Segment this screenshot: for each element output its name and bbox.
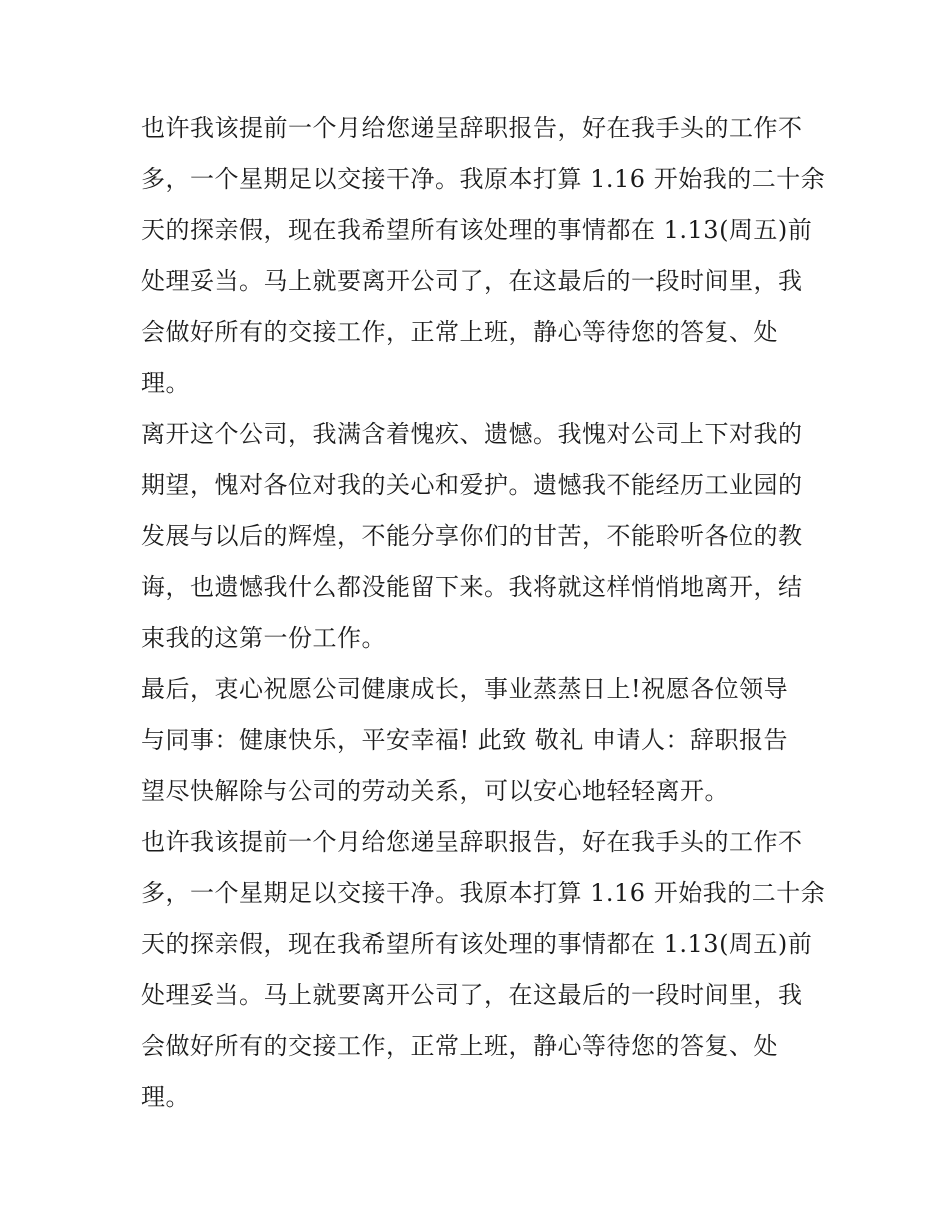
text-line: 也许我该提前一个月给您递呈辞职报告，好在我手头的工作不 (141, 828, 803, 856)
document-body (141, 103, 826, 1123)
text-line: 离开这个公司，我满含着愧疚、遗憾。我愧对公司上下对我的 (141, 420, 803, 448)
text-line: 望尽快解除与公司的劳动关系，可以安心地轻轻离开。 (141, 777, 729, 805)
text-line: 多，一个星期足以交接干净。我原本打算 1.16 开始我的二十余 (141, 165, 826, 193)
text-line: 期望，愧对各位对我的关心和爱护。遗憾我不能经历工业园的 (141, 471, 803, 499)
paragraph-2 (141, 409, 821, 664)
text-line: 束我的这第一份工作。 (141, 624, 386, 652)
text-line: 理。 (141, 1083, 190, 1111)
text-line: 多，一个星期足以交接干净。我原本打算 1.16 开始我的二十余 (141, 879, 826, 907)
paragraph-1 (141, 103, 826, 409)
text-line: 发展与以后的辉煌，不能分享你们的甘苦，不能聆听各位的教 (141, 522, 803, 550)
text-line: 与同事：健康快乐，平安幸福! 此致 敬礼 申请人：辞职报告 (141, 726, 789, 754)
paragraph-4 (141, 817, 826, 1123)
text-line: 理。 (141, 369, 190, 397)
text-line: 天的探亲假，现在我希望所有该处理的事情都在 1.13(周五)前 (141, 216, 813, 244)
text-line: 最后，衷心祝愿公司健康成长，事业蒸蒸日上!祝愿各位领导 (141, 675, 789, 703)
text-line: 天的探亲假，现在我希望所有该处理的事情都在 1.13(周五)前 (141, 930, 813, 958)
text-line: 也许我该提前一个月给您递呈辞职报告，好在我手头的工作不 (141, 114, 803, 142)
text-line: 处理妥当。马上就要离开公司了，在这最后的一段时间里，我 (141, 267, 803, 295)
text-line: 会做好所有的交接工作，正常上班，静心等待您的答复、处 (141, 1032, 778, 1060)
text-line: 诲，也遗憾我什么都没能留下来。我将就这样悄悄地离开，结 (141, 573, 803, 601)
text-line: 会做好所有的交接工作，正常上班，静心等待您的答复、处 (141, 318, 778, 346)
paragraph-3 (141, 664, 821, 817)
text-line: 处理妥当。马上就要离开公司了，在这最后的一段时间里，我 (141, 981, 803, 1009)
